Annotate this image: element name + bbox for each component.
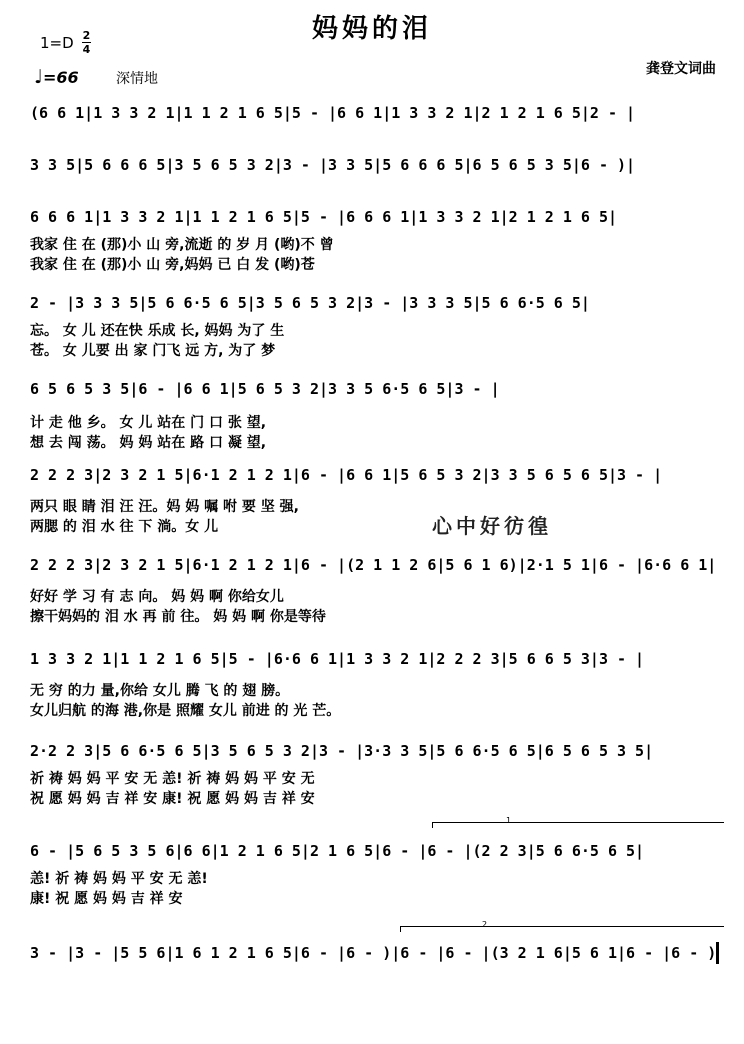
lyric-row-8-verse-2: 女儿归航 的海 港,你是 照耀 女儿 前进 的 光 芒。 [30, 703, 341, 719]
final-barline [716, 942, 719, 964]
score-row-7: 2 2 2 3|2 3 2 1 5|6·1 2 1 2 1|6 - |(2 1 1 2 6|5 6 1 6)|2·1 5 1|6 - |6·6 6 1| [30, 556, 717, 574]
lyric-row-10-verse-1: 恙! 祈 祷 妈 妈 平 安 无 恙! [30, 871, 208, 887]
lyric-row-7-verse-1: 好好 学 习 有 志 向。 妈 妈 啊 你给女儿 [30, 589, 284, 605]
score-row-1: (6 6 1|1 3 3 2 1|1 1 2 1 6 5|5 - |6 6 1|1 3 3 2 1|2 1 2 1 6 5|2 - | [30, 104, 636, 122]
time-top: 2 [82, 29, 91, 42]
volta-2-tick [400, 926, 401, 932]
score-row-9: 2·2 2 3|5 6 6·5 6 5|3 5 6 5 3 2|3 - |3·3 3 5|5 6 6·5 6 5|6 5 6 5 3 5| [30, 742, 654, 760]
lyric-row-8-verse-1: 无 穷 的力 量,你给 女儿 腾 飞 的 翅 膀。 [30, 683, 290, 699]
lyric-row-9-verse-2: 祝 愿 妈 妈 吉 祥 安 康! 祝 愿 妈 妈 吉 祥 安 [30, 791, 315, 807]
lyric-row-5-verse-2: 想 去 闯 荡。 妈 妈 站在 路 口 凝 望, [30, 435, 267, 451]
lyric-row-6-verse-1: 两只 眼 睛 泪 汪 汪。妈 妈 嘱 咐 要 坚 强, [30, 499, 299, 515]
quarter-note-icon: ♩ [34, 66, 43, 88]
tempo-mark [34, 66, 79, 88]
key-signature: 1=D [40, 34, 74, 52]
lyric-row-4-verse-1: 忘。 女 儿 还在快 乐成 长, 妈妈 为了 生 [30, 323, 285, 339]
score-row-6: 2 2 2 3|2 3 2 1 5|6·1 2 1 2 1|6 - |6 6 1|5 6 5 3 2|3 3 5 6 5 6 5|3 - | [30, 466, 663, 484]
time-signature [82, 30, 91, 55]
score-row-3: 6 6 6 1|1 3 3 2 1|1 1 2 1 6 5|5 - |6 6 6 1|1 3 3 2 1|2 1 2 1 6 5| [30, 208, 617, 226]
score-row-5: 6 5 6 5 3 5|6 - |6 6 1|5 6 5 3 2|3 3 5 6·5 6 5|3 - | [30, 380, 500, 398]
lyric-row-6-verse-2: 两腮 的 泪 水 往 下 淌。女 儿 [30, 519, 219, 535]
score-row-8: 1 3 3 2 1|1 1 2 1 6 5|5 - |6·6 6 1|1 3 3 2 1|2 2 2 3|5 6 6 5 3|3 - | [30, 650, 645, 668]
score-row-11: 3 - |3 - |5 5 6|1 6 1 2 1 6 5|6 - |6 - )|6 - |6 - |(3 2 1 6|5 6 1|6 - |6 - ) [30, 944, 717, 962]
lyric-row-4-verse-2: 苍。 女 儿要 出 家 门飞 远 方, 为了 梦 [30, 343, 276, 359]
volta-1-line [432, 822, 724, 823]
volta-2-number: 2 [482, 920, 488, 929]
time-bottom: 4 [82, 43, 91, 56]
volta-1-number: 1 [506, 816, 512, 825]
score-row-4: 2 - |3 3 3 5|5 6 6·5 6 5|3 5 6 5 3 2|3 - |3 3 3 5|5 6 6·5 6 5| [30, 294, 590, 312]
score-row-10: 6 - |5 6 5 3 5 6|6 6|1 2 1 6 5|2 1 6 5|6 - |6 - |(2 2 3|5 6 6·5 6 5| [30, 842, 645, 860]
composer-credit: 龚登文词曲 [646, 61, 716, 77]
expression-mark: 深情地 [116, 71, 158, 87]
lyric-row-5-verse-1: 计 走 他 乡。 女 儿 站在 门 口 张 望, [30, 415, 267, 431]
lyric-row-3-verse-1: 我家 住 在 (那)小 山 旁,流逝 的 岁 月 (哟)不 曾 [30, 237, 334, 253]
volta-1-tick [432, 822, 433, 828]
lyric-row-7-verse-2: 擦干妈妈的 泪 水 再 前 往。 妈 妈 啊 你是等待 [30, 609, 326, 625]
lyric-row-9-verse-1: 祈 祷 妈 妈 平 安 无 恙! 祈 祷 妈 妈 平 安 无 [30, 771, 315, 787]
tempo-value: =66 [42, 68, 79, 87]
volta-2-line [400, 926, 724, 927]
lyric-row-10-verse-2: 康! 祝 愿 妈 妈 吉 祥 安 [30, 891, 183, 907]
handwritten-lyric: 心中好彷徨 [432, 514, 552, 538]
score-row-2: 3 3 5|5 6 6 6 5|3 5 6 5 3 2|3 - |3 3 5|5 6 6 6 5|6 5 6 5 3 5|6 - )| [30, 156, 636, 174]
song-title: 妈妈的泪 [311, 14, 432, 44]
lyric-row-3-verse-2: 我家 住 在 (那)小 山 旁,妈妈 已 白 发 (哟)苍 [30, 257, 315, 273]
